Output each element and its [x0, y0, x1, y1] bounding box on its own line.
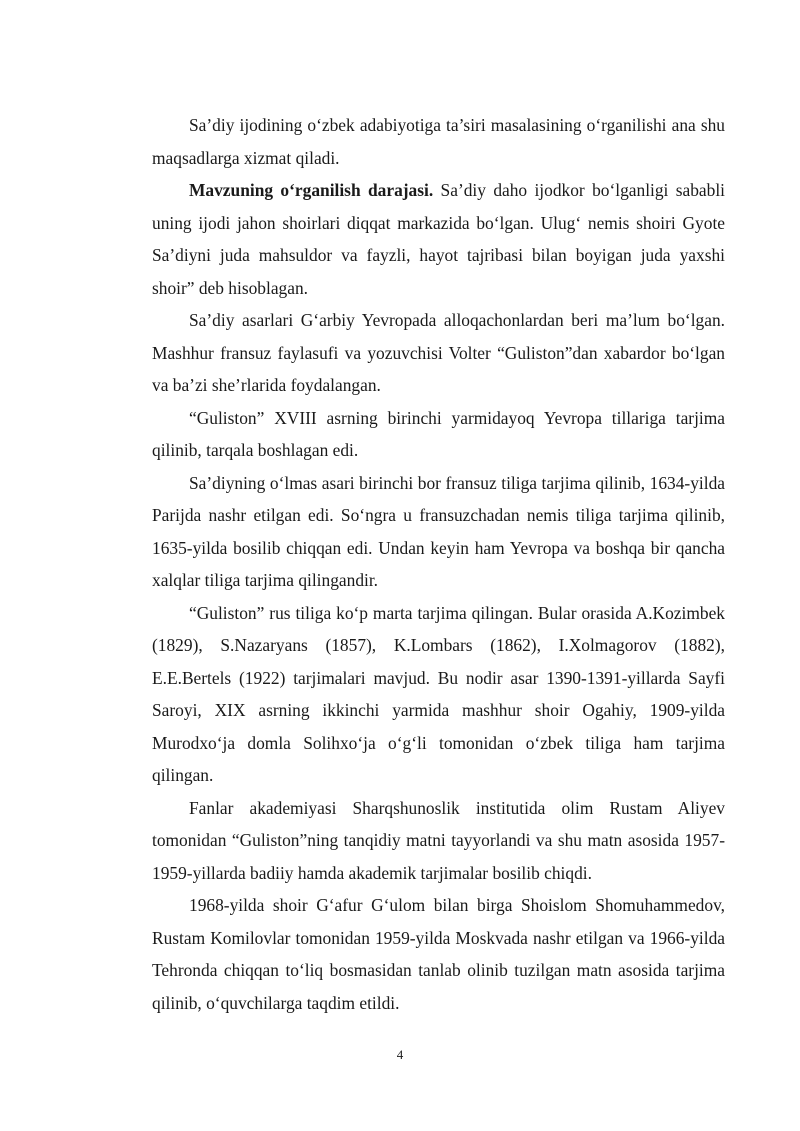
paragraph-text: Sa’diy daho ijodkor bo‘lganligi sababli uning ijodi jahon shoirlari diqqat markazida bo‘lgan. Ulug‘ nemis shoiri Gyote Sa’diyni juda mahsuldor va fayzli, hayot tajribasi bilan boyigan juda yaxshi shoir” deb hisoblagan.: [152, 180, 725, 298]
paragraph-text: Sa’diyning o‘lmas asari birinchi bor fransuz tiliga tarjima qilinib, 1634-yilda Parijda nashr etilgan edi. So‘ngra u fransuzchadan nemis tiliga tarjima qilinib, 1635-yilda bosilib chiqqan edi. Undan keyin ham Yevropa va boshqa bir qancha xalqlar tiliga tarjima qilingandir.: [152, 472, 725, 590]
paragraph-text: Sa’diy asarlari G‘arbiy Yevropada alloqachonlardan beri ma’lum bo‘lgan. Mashhur fransuz faylasufi va yozuvchisi Volter “Guliston”dan xabardor bo‘lgan va ba’zi she’rlarida foydalangan.: [152, 310, 725, 395]
document-body: [152, 109, 725, 1019]
paragraph: [152, 402, 725, 467]
paragraph: [152, 597, 725, 792]
paragraph-text: “Guliston” rus tiliga ko‘p marta tarjima qilingan. Bular orasida A.Kozimbek (1829), S.Nazaryans (1857), K.Lombars (1862), I.Xolmagorov (1882), E.E.Bertels (1922) tarjimalari mavjud. Bu nodir asar 1390-1391-yillarda Sayfi Saroyi, XIX asrning ikkinchi yarmida mashhur shoir Ogahiy, 1909-yilda Murodxo‘ja domla Solihxo‘ja o‘g‘li tomonidan o‘zbek tiliga ham tarjima qilingan.: [152, 602, 725, 785]
paragraph: [152, 792, 725, 890]
paragraph: [152, 304, 725, 402]
paragraph: [152, 174, 725, 304]
paragraph-text: 1968-yilda shoir G‘afur G‘ulom bilan birga Shoislom Shomuhammedov, Rustam Komilovlar tomonidan 1959-yilda Moskvada nashr etilgan va 1966-yilda Tehronda chiqqan to‘liq bosmasidan tanlab olinib tuzilgan matn asosida tarjima qilinib, o‘quvchilarga taqdim etildi.: [152, 895, 725, 1013]
paragraph: [152, 109, 725, 174]
page-number: 4: [396, 1047, 404, 1062]
paragraph: [152, 467, 725, 597]
paragraph-text: “Guliston” XVIII asrning birinchi yarmidayoq Yevropa tillariga tarjima qilinib, tarqala boshlagan edi.: [152, 407, 725, 460]
paragraph-text: Fanlar akademiyasi Sharqshunoslik institutida olim Rustam Aliyev tomonidan “Guliston”ning tanqidiy matni tayyorlandi va shu matn asosida 1957-1959-yillarda badiiy hamda akademik tarjimalar bosilib chiqdi.: [152, 797, 725, 883]
paragraph: [152, 889, 725, 1019]
section-heading: Mavzuning o‘rganilish darajasi.: [189, 180, 434, 200]
paragraph-text: Sa’diy ijodining o‘zbek adabiyotiga ta’siri masalasining o‘rganilishi ana shu maqsadlarga xizmat qiladi.: [152, 115, 725, 168]
